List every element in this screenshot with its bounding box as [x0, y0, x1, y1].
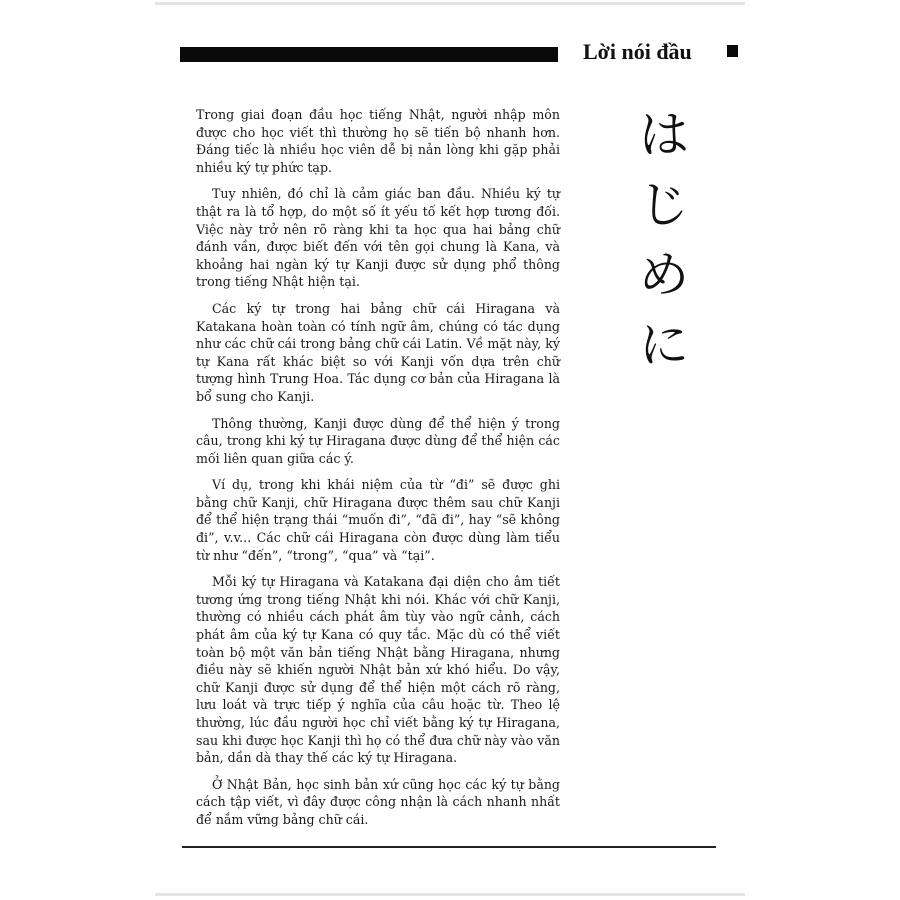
header-square-marker [727, 45, 738, 57]
paragraph-5: Ví dụ, trong khi khái niệm của từ “đi” sẽ được ghi bằng chữ Kanji, chữ Hiragana được thêm sau chữ Kanji để thể hiện trạng thái “muốn đi”, “đã đi”, hay “sẽ không đi”, v.v... Các chữ cái Hiragana còn được dùng làm tiểu từ như “đến”, “trong”, “qua” và “tại”. [196, 477, 560, 563]
page-edge-top [155, 2, 745, 5]
paragraph-4: Thông thường, Kanji được dùng để thể hiện ý trong câu, trong khi ký tự Hiragana được dùng để thể hiện các mối liên quan giữa các ý. [196, 415, 560, 466]
title-char-ni: に [639, 316, 689, 374]
page-edge-bottom [155, 893, 745, 896]
paragraph-2: Tuy nhiên, đó chỉ là cảm giác ban đầu. Nhiều ký tự thật ra là tổ hợp, do một số ít yếu tố kết hợp tương đối. Việc này trở nên rõ ràng khi ta học qua hai bảng chữ đánh vần, được biết đến với tên gọi chung là Kana, và khoảng hai ngàn ký tự Kanji được sử dụng phổ thông trong tiếng Nhật hiện tại. [196, 186, 560, 290]
header-rule [180, 47, 558, 62]
title-char-ha: は [639, 106, 689, 164]
paragraph-7: Ở Nhật Bản, học sinh bản xứ cũng học các ký tự bằng cách tập viết, vì đây được công nhận là cách nhanh nhất để nắm vững bảng chữ cái. [196, 776, 560, 827]
vertical-japanese-title [634, 100, 694, 380]
footer-rule [182, 846, 716, 848]
title-char-me: め [639, 246, 689, 304]
paragraph-3: Các ký tự trong hai bảng chữ cái Hiragana và Katakana hoàn toàn có tính ngữ âm, chúng có tác dụng như các chữ cái trong bảng chữ cái Latin. Về mặt này, ký tự Kana rất khác biệt so với Kanji vốn dựa trên chữ tượng hình Trung Hoa. Tác dụng cơ bản của Hiragana là bổ sung cho Kanji. [196, 300, 560, 404]
paragraph-1: Trong giai đoạn đầu học tiếng Nhật, người nhập môn được cho học viết thì thường họ sẽ tiến bộ nhanh hơn. Đáng tiếc là nhiều học viên dễ bị nản lòng khi gặp phải nhiều ký tự phức tạp. [196, 107, 560, 175]
title-char-ji: じ [639, 176, 689, 234]
paragraph-6: Mỗi ký tự Hiragana và Katakana đại diện cho âm tiết tương ứng trong tiếng Nhật khi nói. Khác với chữ Kanji, thường có nhiều cách phát âm tùy vào ngữ cảnh, cách phát âm của ký tự Kana có quy tắc. Mặc dù có thể viết toàn bộ một văn bản tiếng Nhật bằng Hiragana, nhưng điều này sẽ khiến người Nhật bản xứ khó hiểu. Do vậy, chữ Kanji được sử dụng để thể hiện một cách rõ ràng, lưu loát và trực tiếp ý nghĩa của câu hoặc từ. Theo lệ thường, lúc đầu người học chỉ viết bằng ký tự Hiragana, sau khi được học Kanji thì họ có thể đưa chữ này vào văn bản, dần dà thay thế các ký tự Hiragana. [196, 574, 560, 766]
body-text [196, 106, 560, 838]
chapter-title: Lời nói đầu [583, 39, 692, 64]
